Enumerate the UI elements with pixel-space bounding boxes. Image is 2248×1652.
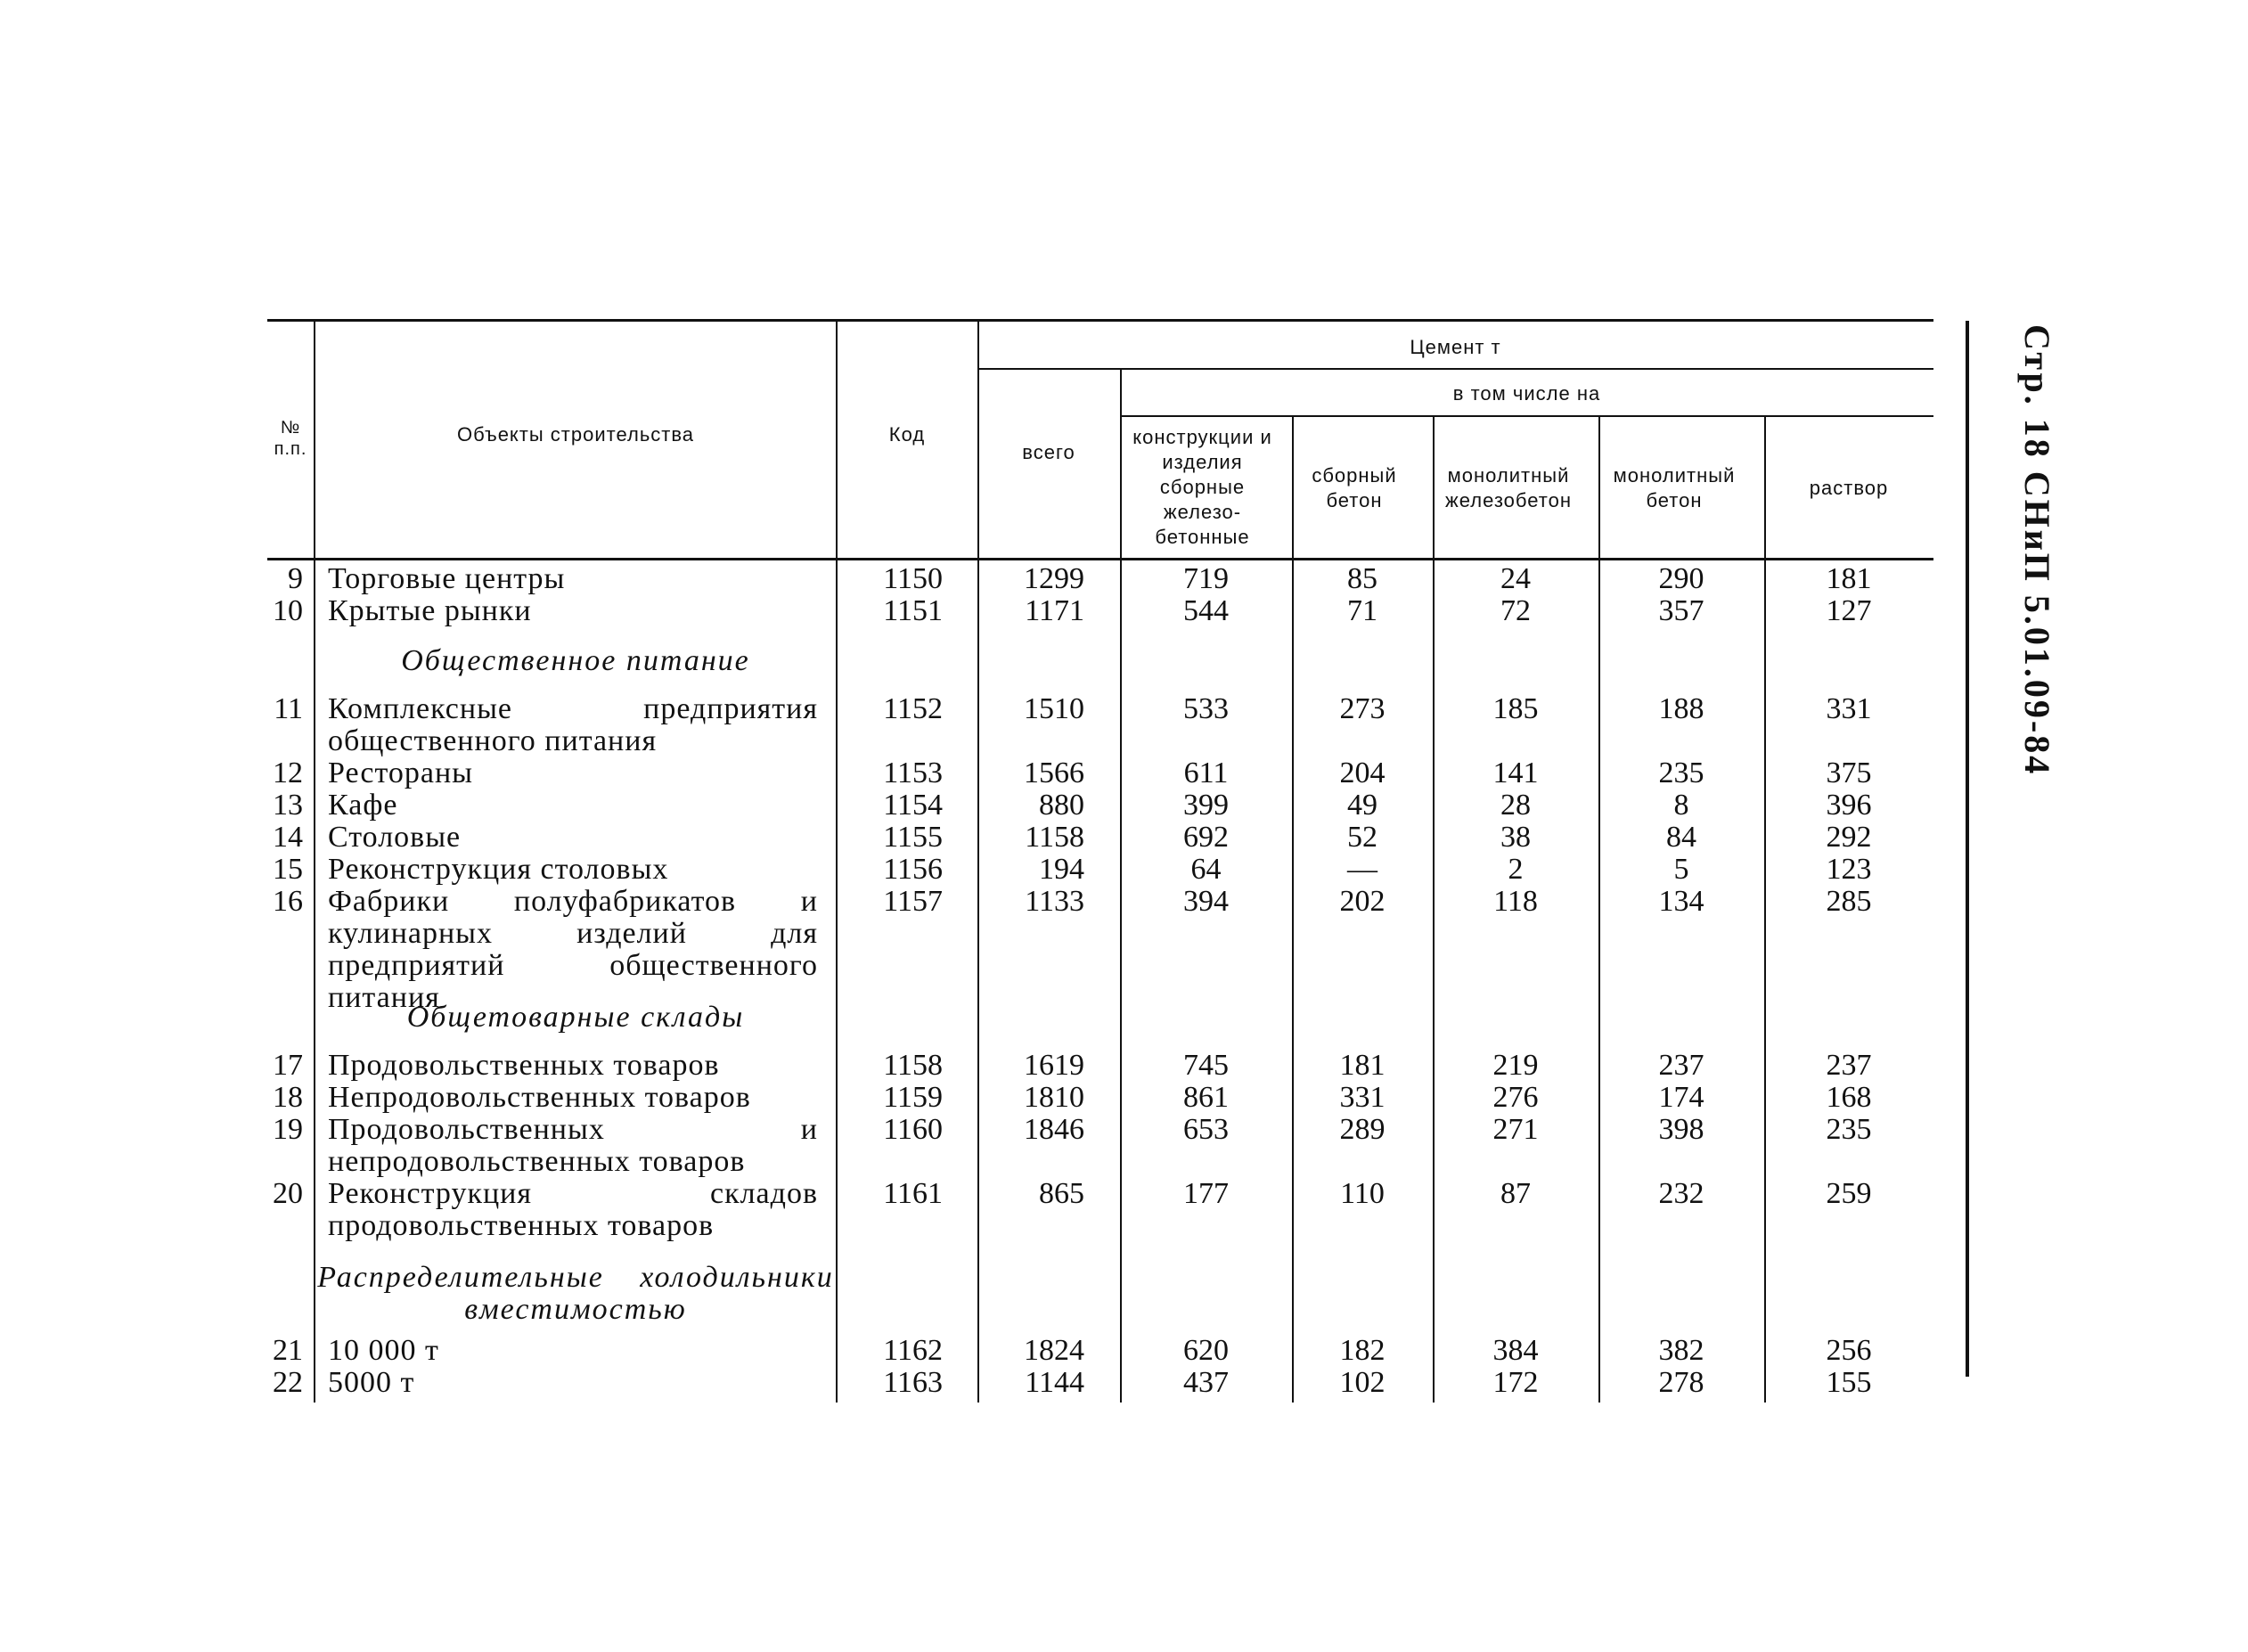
- table-top-rule: [267, 319, 1933, 322]
- row-code: 1155: [883, 821, 943, 854]
- row-precast-structures: 64: [1190, 853, 1222, 886]
- row-total: 1566: [1024, 756, 1084, 789]
- row-precast-structures: 745: [1183, 1049, 1229, 1082]
- row-precast-concrete: —: [1347, 853, 1377, 886]
- row-precast-concrete: 181: [1339, 1049, 1386, 1082]
- row-monolithic-rc: 38: [1500, 821, 1531, 854]
- row-mortar: 331: [1826, 692, 1872, 725]
- column-divider: [1292, 417, 1294, 1403]
- side-divider: [1966, 321, 1969, 1377]
- row-precast-concrete: 182: [1339, 1334, 1386, 1367]
- row-object-name: Кафе: [328, 789, 398, 822]
- row-monolithic-rc: 185: [1492, 692, 1539, 725]
- row-total: 194: [1039, 853, 1084, 886]
- row-precast-structures: 692: [1183, 821, 1229, 854]
- row-monolithic-concrete: 290: [1658, 562, 1704, 595]
- row-number: 19: [273, 1113, 303, 1146]
- row-number: 13: [273, 789, 303, 822]
- row-object-name: Комплексные предприятия общественного питания: [328, 692, 818, 757]
- row-total: 1299: [1024, 562, 1084, 595]
- row-mortar: 285: [1826, 885, 1872, 918]
- row-monolithic-rc: 118: [1493, 885, 1538, 918]
- column-divider: [314, 319, 315, 1403]
- row-precast-structures: 399: [1183, 789, 1229, 822]
- row-monolithic-rc: 384: [1492, 1334, 1539, 1367]
- row-monolithic-concrete: 235: [1658, 756, 1704, 789]
- header-objects: Объекты строительства: [456, 423, 695, 446]
- row-total: 1619: [1024, 1049, 1084, 1082]
- row-code: 1151: [883, 594, 943, 627]
- row-total: 880: [1039, 789, 1084, 822]
- row-mortar: 235: [1826, 1113, 1872, 1146]
- row-number: 15: [273, 853, 303, 886]
- row-precast-structures: 533: [1183, 692, 1229, 725]
- row-object-name: 10 000 т: [328, 1334, 439, 1367]
- row-mortar: 256: [1826, 1334, 1872, 1367]
- row-total: 1171: [1025, 594, 1084, 627]
- row-total: 1133: [1025, 885, 1084, 918]
- row-monolithic-concrete: 174: [1658, 1081, 1704, 1114]
- row-number: 20: [273, 1177, 303, 1210]
- row-object-name: Крытые рынки: [328, 594, 532, 627]
- row-object-name: Непродовольственных товаров: [328, 1081, 751, 1114]
- row-code: 1163: [883, 1366, 943, 1399]
- row-object-name: Столовые: [328, 821, 462, 854]
- row-code: 1150: [883, 562, 943, 595]
- header-precast-structures: конструкции и изделия сборные железо-бетонные: [1132, 426, 1272, 548]
- row-mortar: 155: [1826, 1366, 1872, 1399]
- row-monolithic-rc: 28: [1500, 789, 1531, 822]
- row-monolithic-concrete: 398: [1658, 1113, 1704, 1146]
- row-monolithic-rc: 72: [1500, 594, 1531, 627]
- row-total: 1144: [1025, 1366, 1084, 1399]
- row-number: 9: [288, 562, 303, 595]
- column-divider: [1598, 417, 1600, 1403]
- row-monolithic-concrete: 382: [1658, 1334, 1704, 1367]
- header-code: Код: [888, 423, 926, 446]
- section-heading: Распределительные холодильники вместимостью: [317, 1261, 834, 1326]
- row-number: 14: [273, 821, 303, 854]
- row-precast-concrete: 289: [1339, 1113, 1386, 1146]
- row-total: 1824: [1024, 1334, 1084, 1367]
- column-divider: [836, 319, 838, 1403]
- header-precast-concrete: сборный бетон: [1312, 464, 1397, 511]
- row-code: 1152: [883, 692, 943, 725]
- row-precast-concrete: 85: [1347, 562, 1377, 595]
- section-heading: Общественное питание: [401, 644, 750, 677]
- row-monolithic-rc: 141: [1492, 756, 1539, 789]
- column-divider: [1433, 417, 1435, 1403]
- row-object-name: Фабрики полуфабрикатов и кулинарных изделий для предприятий общественного питания: [328, 885, 818, 1014]
- column-divider: [977, 319, 979, 1403]
- row-number: 22: [273, 1366, 303, 1399]
- row-mortar: 259: [1826, 1177, 1872, 1210]
- row-precast-structures: 611: [1183, 756, 1229, 789]
- row-mortar: 168: [1826, 1081, 1872, 1114]
- row-mortar: 375: [1826, 756, 1872, 789]
- row-number: 21: [273, 1334, 303, 1367]
- row-object-name: Реконструкция столовых: [328, 853, 669, 886]
- row-precast-structures: 861: [1183, 1081, 1229, 1114]
- row-monolithic-concrete: 232: [1658, 1177, 1704, 1210]
- row-precast-structures: 620: [1183, 1334, 1229, 1367]
- row-precast-structures: 544: [1183, 594, 1229, 627]
- row-number: 17: [273, 1049, 303, 1082]
- header-cement: Цемент т: [1410, 336, 1501, 358]
- row-monolithic-rc: 219: [1492, 1049, 1539, 1082]
- including-subheader-rule: [1120, 415, 1933, 417]
- row-monolithic-rc: 276: [1492, 1081, 1539, 1114]
- row-precast-concrete: 331: [1339, 1081, 1386, 1114]
- row-precast-concrete: 204: [1339, 756, 1386, 789]
- row-mortar: 237: [1826, 1049, 1872, 1082]
- row-total: 1158: [1025, 821, 1084, 854]
- row-precast-structures: 437: [1183, 1366, 1229, 1399]
- column-divider: [1764, 417, 1766, 1403]
- row-monolithic-concrete: 188: [1658, 692, 1704, 725]
- header-number: № п.п.: [274, 418, 307, 459]
- header-total: всего: [1022, 441, 1075, 463]
- row-number: 10: [273, 594, 303, 627]
- row-monolithic-rc: 2: [1508, 853, 1524, 886]
- row-precast-concrete: 52: [1347, 821, 1377, 854]
- row-object-name: 5000 т: [328, 1366, 415, 1399]
- row-total: 1510: [1024, 692, 1084, 725]
- row-code: 1158: [883, 1049, 943, 1082]
- row-mortar: 396: [1826, 789, 1872, 822]
- row-monolithic-rc: 172: [1492, 1366, 1539, 1399]
- row-object-name: Реконструкция складов продовольственных товаров: [328, 1177, 818, 1242]
- row-object-name: Рестораны: [328, 756, 474, 789]
- row-precast-structures: 653: [1183, 1113, 1229, 1146]
- header-including: в том числе на: [1452, 382, 1601, 405]
- row-number: 11: [274, 692, 303, 725]
- cement-table: [267, 319, 1942, 1397]
- row-code: 1159: [883, 1081, 943, 1114]
- row-code: 1156: [883, 853, 943, 886]
- row-monolithic-rc: 271: [1492, 1113, 1539, 1146]
- header-mortar: раствор: [1809, 477, 1889, 499]
- row-precast-concrete: 202: [1339, 885, 1386, 918]
- row-code: 1160: [883, 1113, 943, 1146]
- row-monolithic-concrete: 357: [1658, 594, 1704, 627]
- row-object-name: Продовольственных товаров: [328, 1049, 720, 1082]
- row-precast-concrete: 110: [1340, 1177, 1385, 1210]
- row-code: 1153: [883, 756, 943, 789]
- row-object-name: Продовольственных и непродовольственных товаров: [328, 1113, 818, 1178]
- row-monolithic-rc: 24: [1500, 562, 1531, 595]
- row-number: 16: [273, 885, 303, 918]
- row-monolithic-concrete: 5: [1673, 853, 1689, 886]
- document-side-label: Стр. 18 СНиП 5.01.09-84: [2017, 324, 2057, 777]
- row-monolithic-concrete: 134: [1658, 885, 1704, 918]
- row-monolithic-rc: 87: [1500, 1177, 1531, 1210]
- header-monolithic-rc: монолитный железобетон: [1445, 464, 1572, 511]
- row-number: 12: [273, 756, 303, 789]
- header-monolithic-concrete: монолитный бетон: [1613, 464, 1736, 511]
- row-monolithic-concrete: 84: [1666, 821, 1696, 854]
- row-object-name: Торговые центры: [328, 562, 566, 595]
- row-mortar: 292: [1826, 821, 1872, 854]
- row-code: 1154: [883, 789, 943, 822]
- row-precast-concrete: 102: [1339, 1366, 1386, 1399]
- row-mortar: 123: [1826, 853, 1872, 886]
- row-precast-structures: 719: [1183, 562, 1229, 595]
- column-divider: [1120, 370, 1122, 1403]
- row-total: 865: [1039, 1177, 1084, 1210]
- row-total: 1846: [1024, 1113, 1084, 1146]
- row-precast-concrete: 273: [1339, 692, 1386, 725]
- row-precast-concrete: 49: [1347, 789, 1377, 822]
- row-number: 18: [273, 1081, 303, 1114]
- row-monolithic-concrete: 8: [1673, 789, 1689, 822]
- header-bottom-rule: [267, 558, 1933, 560]
- row-mortar: 181: [1826, 562, 1872, 595]
- row-precast-structures: 177: [1183, 1177, 1229, 1210]
- row-code: 1161: [883, 1177, 943, 1210]
- row-precast-concrete: 71: [1347, 594, 1377, 627]
- row-total: 1810: [1024, 1081, 1084, 1114]
- row-mortar: 127: [1826, 594, 1872, 627]
- row-monolithic-concrete: 278: [1658, 1366, 1704, 1399]
- section-heading: Общетоварные склады: [406, 1001, 745, 1034]
- row-code: 1162: [883, 1334, 943, 1367]
- row-precast-structures: 394: [1183, 885, 1229, 918]
- row-monolithic-concrete: 237: [1658, 1049, 1704, 1082]
- row-code: 1157: [883, 885, 943, 918]
